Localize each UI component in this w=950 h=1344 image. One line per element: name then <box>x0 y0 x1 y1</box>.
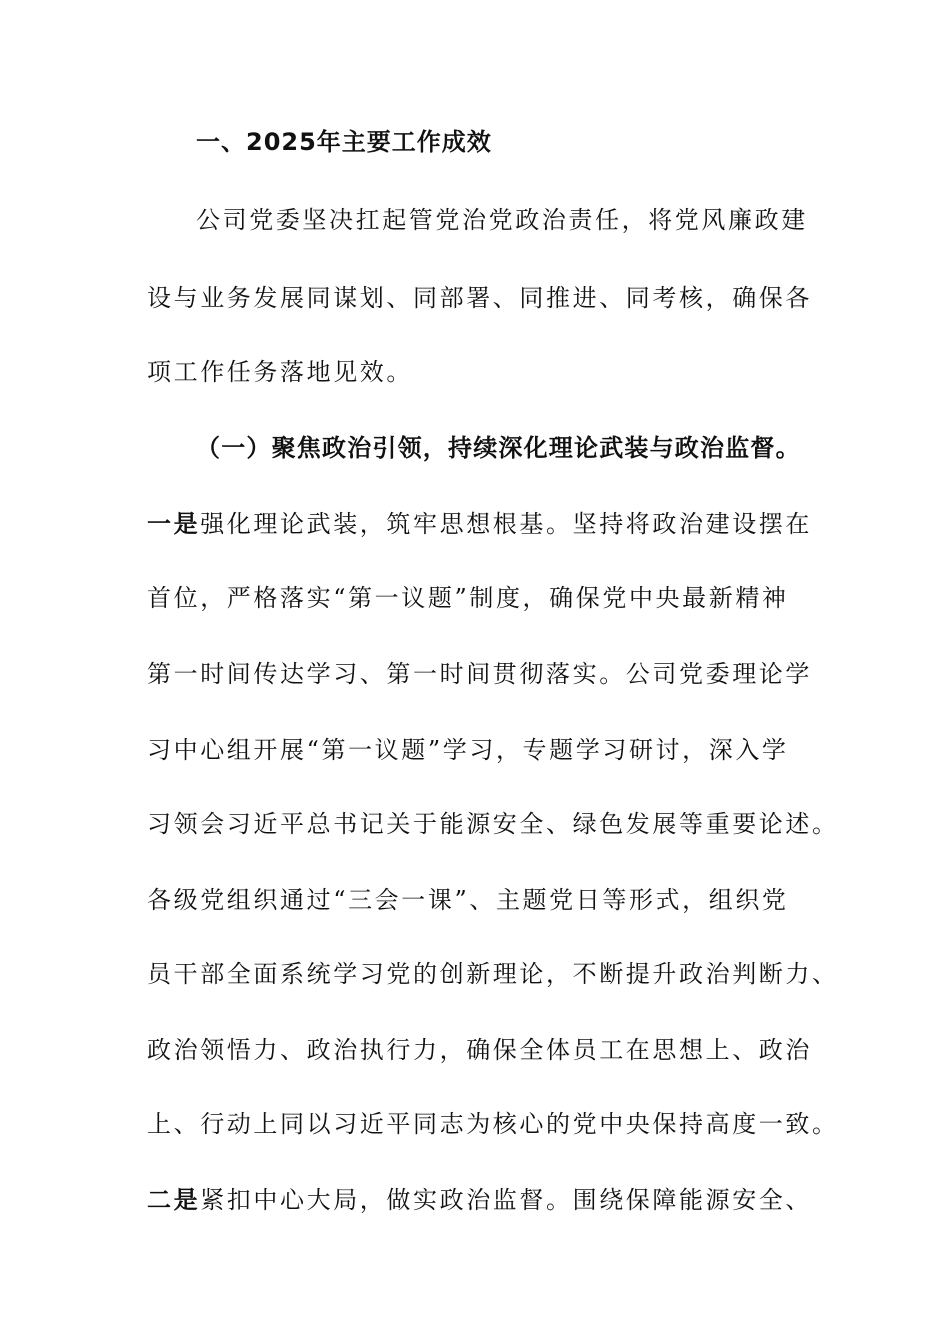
point-1-line-8: 政治领悟力、政治执行力，确保全体员工在思想上、政治 <box>147 1036 812 1064</box>
point-1-line-2: 首位，严格落实“第一议题”制度，确保党中央最新精神 <box>147 584 789 612</box>
intro-line-2: 设与业务发展同谋划、同部署、同推进、同考核，确保各 <box>147 284 812 312</box>
point-1-first-line-text: 强化理论武装，筑牢思想根基。坚持将政治建设摆在 <box>200 510 813 538</box>
point-1-line-3: 第一时间传达学习、第一时间贯彻落实。公司党委理论学 <box>147 660 812 688</box>
point-2-first-line-text: 紧扣中心大局，做实政治监督。围绕保障能源安全、 <box>200 1186 813 1214</box>
point-1-first-line <box>147 508 812 540</box>
intro-line-1: 公司党委坚决扛起管党治党政治责任，将党风廉政建 <box>196 206 808 234</box>
section-heading: 一、2025年主要工作成效 <box>196 128 492 156</box>
point-1-line-4: 习中心组开展“第一议题”学习，专题学习研讨，深入学 <box>147 736 789 764</box>
intro-line-3: 项工作任务落地见效。 <box>147 358 413 386</box>
subsection-heading: （一）聚焦政治引领，持续深化理论武装与政治监督。 <box>196 434 801 462</box>
point-1-line-6: 各级党组织通过“三会一课”、主题党日等形式，组织党 <box>147 886 789 914</box>
point-1-line-5: 习领会习近平总书记关于能源安全、绿色发展等重要论述。 <box>147 810 839 838</box>
point-1-line-7: 员干部全面系统学习党的创新理论，不断提升政治判断力、 <box>147 960 839 988</box>
point-1-lead: 一是 <box>147 510 201 538</box>
point-2-first-line <box>147 1184 812 1216</box>
point-2-lead: 二是 <box>147 1186 201 1214</box>
point-1-line-9: 上、行动上同以习近平同志为核心的党中央保持高度一致。 <box>147 1110 839 1138</box>
